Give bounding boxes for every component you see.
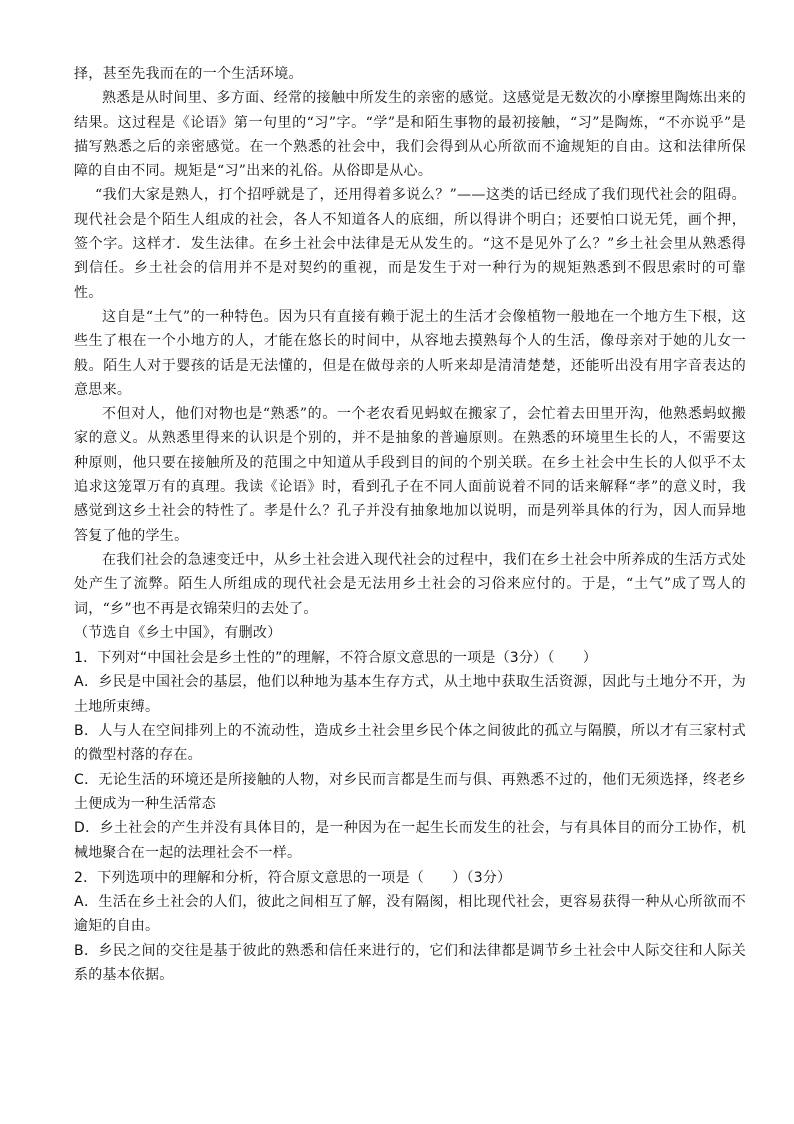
passage-paragraph: 这自是“土气”的一种特色。因为只有直接有赖于泥土的生活才会像植物一般地在一个地方生下根，这些生了根在一个小地方的人，才能在悠长的时间中，从容地去摸熟每个人的生活，像母亲对于她的儿女一般。陌生人对于婴孩的话是无法懂的，但是在做母亲的人听来却是清清楚楚，还能听出没有用字音表达的意思来。 <box>74 308 746 398</box>
option-b: B．人与人在空间排列上的不流动性，造成乡土社会里乡民个体之间彼此的孤立与隔膜，所以才有三家村式的微型村落的存在。 <box>74 723 746 764</box>
question-stem: 2．下列选项中的理解和分析，符合原文意思的一项是（ ）（3分） <box>74 869 512 886</box>
option-a: A．乡民是中国社会的基层，他们以种地为基本生存方式，从土地中获取生活资源，因此与土地分不开，为土地所束缚。 <box>74 674 746 715</box>
reading-passage <box>74 62 746 645</box>
passage-paragraph: “我们大家是熟人，打个招呼就是了，还用得着多说么？”——这类的话已经成了我们现代社会的阻碍。现代社会是个陌生人组成的社会，各人不知道各人的底细，所以得讲个明白；还要怕口说无凭，画个押，签个字。这样才．发生法律。在乡土社会中法律是无从发生的。“这不是见外了么？”乡土社会里从熟悉得到信任。乡土社会的信用并不是对契约的重视，而是发生于对一种行为的规矩熟悉到不假思索时的可靠性。 <box>74 187 746 301</box>
passage-paragraph: 在我们社会的急速变迁中，从乡土社会进入现代社会的过程中，我们在乡土社会中所养成的生活方式处处产生了流弊。陌生人所组成的现代社会是无法用乡土社会的习俗来应付的。于是，“土气”成了骂人的词，“乡”也不再是衣锦荣归的去处了。 <box>74 551 746 617</box>
option-a: A．生活在乡土社会的人们，彼此之间相互了解，没有隔阂，相比现代社会，更容易获得一种从心所欲而不逾矩的自由。 <box>74 894 746 935</box>
option-c: C．无论生活的环境还是所接触的人物，对乡民而言都是生而与俱、再熟悉不过的，他们无须选择，终老乡土便成为一种生活常态 <box>74 771 746 812</box>
passage-paragraph: 熟悉是从时间里、多方面、经常的接触中所发生的亲密的感觉。这感觉是无数次的小摩擦里陶炼出来的结果。这过程是《论语》第一句里的“习”字。“学”是和陌生事物的最初接触，“习”是陶炼，“不亦说乎”是描写熟悉之后的亲密感觉。在一个熟悉的社会中，我们会得到从心所欲而不逾规矩的自由。这和法律所保障的自由不同。规矩是“习”出来的礼俗。从俗即是从心。 <box>74 90 746 180</box>
option-d: D．乡土社会的产生并没有具体目的，是一种因为在一起生长而发生的社会，与有具体目的而分工协作，机械地聚合在一起的法理社会不一样。 <box>74 820 746 861</box>
question-stem: 1．下列对“中国社会是乡土性的”的理解，不符合原文意思的一项是（3分）（ ） <box>74 650 598 667</box>
question-list <box>74 646 746 987</box>
passage-source: （节选自《乡土中国》，有删改） <box>74 624 282 641</box>
question-1 <box>74 646 746 865</box>
question-2 <box>74 866 746 987</box>
option-b: B．乡民之间的交往是基于彼此的熟悉和信任来进行的，它们和法律都是调节乡土社会中人际交往和人际关系的基本依据。 <box>74 942 746 983</box>
passage-paragraph: 不但对人，他们对物也是“熟悉”的。一个老农看见蚂蚁在搬家了，会忙着去田里开沟，他熟悉蚂蚁搬家的意义。从熟悉里得来的认识是个别的，并不是抽象的普遍原则。在熟悉的环境里生长的人，不需要这种原则，他只要在接触所及的范围之中知道从手段到目的间的个别关联。在乡土社会中生长的人似乎不太追求这笼罩万有的真理。我读《论语》时，看到孔子在不同人面前说着不同的话来解释“孝”的意义时，我感觉到这乡土社会的特性了。孝是什么？孔子并没有抽象地加以说明，而是列举具体的行为，因人而异地答复了他的学生。 <box>74 406 746 544</box>
passage-paragraph: 择，甚至先我而在的一个生活环境。 <box>74 66 303 82</box>
